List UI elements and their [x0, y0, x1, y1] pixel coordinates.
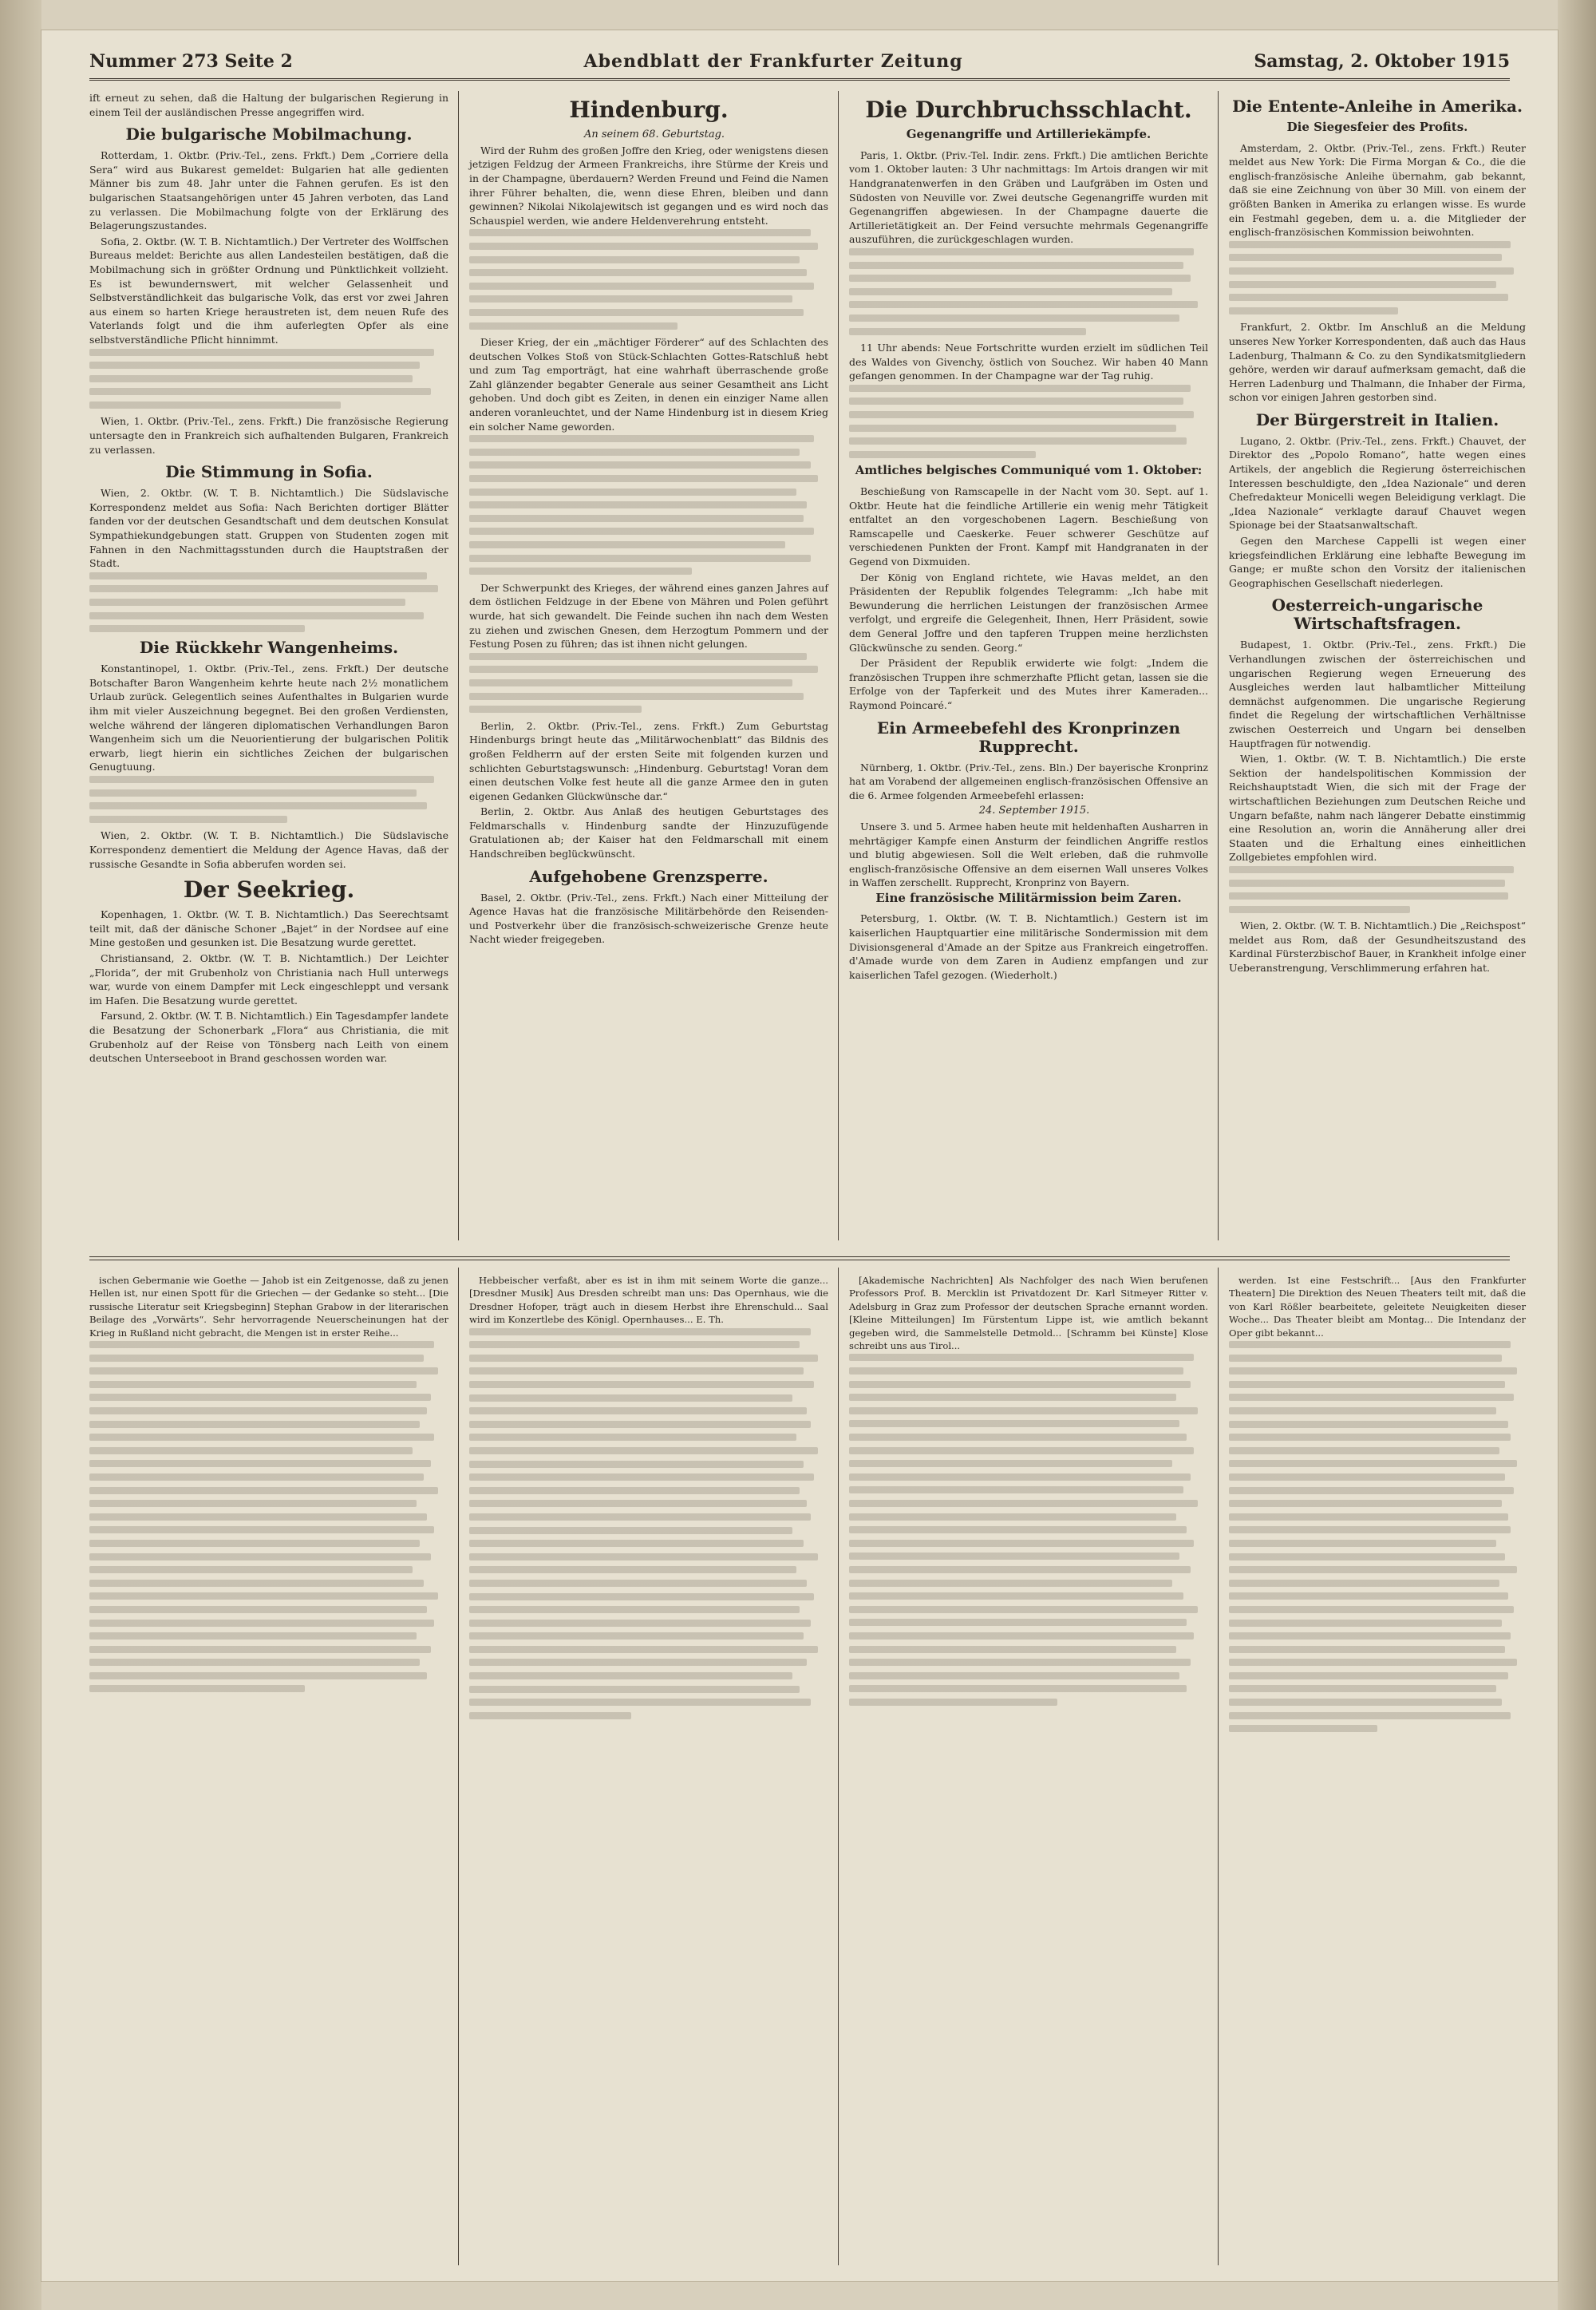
article-text: Wien, 2. Oktbr. (W. T. B. Nichtamtlich.) Die Südslavische Korrespondenz meldet aus Sofia: Nach Berichten dortiger Blätter fanden vor der deutschen Gesandtschaft und dem deutschen Konsulat Sympathiekundgebungen statt. Gruppen von Studenten zogen mit Fahnen in den Nachmittagsstunden durch die Hauptstraßen der Stadt. — [89, 487, 448, 570]
article-text: Rotterdam, 1. Oktbr. (Priv.-Tel., zens. Frkft.) Dem „Corriere della Sera“ wird aus Bukarest gemeldet: Bulgarien hat alle gedienten Männer bis zum 48. Jahr unter die Fahnen gerufen. Es ist den bulgarischen Staatsangehörigen unter 45 Jahren verboten, das Land zu verlassen. Die Mobilmachung folgte von der Erklärung des Belagerungszustandes. — [89, 149, 448, 232]
feuilleton-text: ischen Gebermanie wie Goethe — Jahob ist ein Zeitgenosse, daß zu jenen Hellen ist, nur einen Spott für die Griechen — der Gedanke so steht... [Die russische Literatur seit Kriegsbeginn] Stephan Grabow in der literarischen Beilage des „Vorwärts“. Sehr hervorragende Neuerscheinungen hat der Krieg in Rußland nicht gebracht, die Mengen ist in erster Reihe... — [89, 1275, 448, 1339]
article-text: Wird der Ruhm des großen Joffre den Krieg, oder wenigstens diesen jetzigen Feldzug der Armeen Frankreichs, ihre Stürme der Kreis und in der Champagne, überdauern? Werden Freund und Feind die Namen ihrer Führer behalten, die, wenn diese Ehren, bleiben und dann gewinnen? Nikolai Nikolajewitsch ist gegangen und es wird noch das Schauspiel werden, wie andere Heldenverehrung entsteht. — [469, 144, 828, 227]
article-text: Frankfurt, 2. Oktbr. Im Anschluß an die Meldung unseres New Yorker Korrespondenten, daß auch das Haus Ladenburg, Thalmann & Co. zu den Syndikatsmitgliedern gehöre, werden wir darauf aufmerksam gemacht, daß die Herren Ladenburg und Thalmann, die Inhaber der Firma, schon vor einigen Jahren gestorben sind. — [1229, 321, 1526, 404]
article-text: Budapest, 1. Oktbr. (Priv.-Tel., zens. Frkft.) Die Verhandlungen zwischen der österreichischen und ungarischen Regierung wegen Erneuerung des Ausgleiches werden laut halbamtlicher Mitteilung demnächst aufgenommen. Die ungarische Regierung findet die Regelung der wirtschaftlichen Verhältnisse zwischen Oesterreich und Ungarn bei denselben Hauptfragen für notwendig. — [1229, 639, 1526, 750]
article-text: Berlin, 2. Oktbr. (Priv.-Tel., zens. Frkft.) Zum Geburtstag Hindenburgs bringt heute das „Militärwochenblatt“ das Bildnis des großen Feldherrn auf der ersten Seite mit folgenden kurzen und schlichten Geburtstagswunsch: „Hindenburg. Geburtstag! Voran dem einen deutschen Volke fest heute all die ganze Armee den in guten eigenen Gedanken Glückwünsche dar.“ — [469, 719, 828, 802]
feuilleton-column-4 — [1229, 1274, 1526, 1738]
headline-breakthrough-battle: Die Durchbruchsschlacht. — [865, 97, 1192, 123]
page-binding-edge — [0, 0, 41, 2310]
column-1 — [89, 91, 448, 1067]
feuilleton-column-3 — [849, 1274, 1208, 1711]
article-text: Wien, 1. Oktbr. (W. T. B. Nichtamtlich.) Die erste Sektion der handelspolitischen Kommission der Reichshauptstadt Wien, die sich mit der Frage der wirtschaftlichen Beziehungen zum Deutschen Reiche und Ungarn befaßte, nahm nach längerer Debatte einstimmig eine Resolution an, worin die Annäherung aller drei Staaten und die Erhaltung eines einheitlichen Zollgebietes empfohlen wird. — [1229, 753, 1526, 864]
article-text: Basel, 2. Oktbr. (Priv.-Tel., zens. Frkft.) Nach einer Mitteilung der Agence Havas hat die französische Militärbehörde den Reisenden- und Postverkehr über die französisch-schweizerische Grenze heute Nacht wieder freigegeben. — [469, 891, 828, 946]
headline-naval-war: Der Seekrieg. — [183, 876, 355, 904]
article-text: Wien, 2. Oktbr. (W. T. B. Nichtamtlich.) Die Südslavische Korrespondenz dementiert die Meldung der Agence Havas, daß der russische Gesandte in Sofia abberufen worden sei. — [89, 829, 448, 870]
subheadline: Gegenangriffe und Artilleriekämpfe. — [906, 127, 1152, 142]
page-right-edge — [1558, 0, 1596, 2310]
order-date: 24. September 1915. — [978, 805, 1090, 817]
headline-sofia-mood: Die Stimmung in Sofia. — [165, 462, 373, 482]
issue-date: Samstag, 2. Oktober 1915 — [1254, 51, 1510, 72]
headline-italy-dispute: Der Bürgerstreit in Italien. — [1255, 409, 1499, 429]
headline-wangenheim-return: Die Rückkehr Wangenheims. — [139, 638, 399, 658]
article-text: Nürnberg, 1. Oktbr. (Priv.-Tel., zens. Bln.) Der bayerische Kronprinz hat am Vorabend der allgemeinen englisch-französischen Offensive an die 6. Armee folgenden Armeebefehl erlassen: — [849, 761, 1208, 801]
subheadline: Die Siegesfeier des Profits. — [1286, 120, 1468, 134]
headline-austro-hungarian-economy: Oesterreich-ungarische Wirtschaftsfragen. — [1271, 595, 1483, 634]
article-text: Dieser Krieg, der ein „mächtiger Förderer“ auf des Schlachten des deutschen Volkes Stoß von Stück-Schlachten Gottes-Ratschluß hebt und zum Tag emporträgt, hat eine wahrhaft überraschende große Zahl glänzender begabter Generale aus seiner Gesamtheit ans Licht gehoben. Und doch gibt es Zeiten, in denen ein einziger Name allen anderen voranleuchtet, und der Name Hindenburg ist in diesem Krieg ein solcher Name geworden. — [469, 336, 828, 433]
feuilleton-text: [Akademische Nachrichten] Als Nachfolger des nach Wien berufenen Professors Prof. B. Mercklin ist Privatdozent Dr. Karl Sitmeyer Ritter v. Adelsburg in Graz zum Professor der deutschen Sprache ernannt worden. [Kleine Mitteilungen] Im Fürstentum Lippe ist, wie amtlich bekannt gegeben wird, die Sammelstelle Detmold... [Schramm bei Künste] Klose schreibt uns aus Tirol... — [849, 1275, 1208, 1352]
article-text: Beschießung von Ramscapelle in der Nacht vom 30. Sept. auf 1. Oktbr. Heute hat die feindliche Artillerie ein wenig mehr Tätigkeit entfaltet an den vorgeschobenen Lagern. Beschießung von Ramscapelle und Caeskerke. Feuer schwerer Geschütze auf verschiedenen Punkten der Front. Kampf mit Handgranaten in der Gegend von Dixmuiden. — [849, 485, 1208, 568]
newspaper-title: Abendblatt der Frankfurter Zeitung — [583, 51, 963, 72]
article-text: Christiansand, 2. Oktbr. (W. T. B. Nichtamtlich.) Der Leichter „Florida“, der mit Grubenholz von Christiania nach Hull unterwegs war, wurde von einem Dampfer mit Leck eingeschleppt und versank im Hafen. Die Besatzung wurde gerettet. — [89, 952, 448, 1007]
masthead — [89, 45, 1510, 81]
subheadline-belgian-communique: Amtliches belgisches Communiqué vom 1. Oktober: — [855, 463, 1203, 478]
article-text: Der Schwerpunkt des Krieges, der während eines ganzen Jahres auf dem östlichen Feldzuge in der Ebene von Mähren und Polen geführt wurde, hat sich gewandelt. Die Feinde suchen ihn nach dem Westen zu ziehen und zwischen Gnesen, dem Herzogtum Pommern und der Festung Posen zu führen; das ist ihnen nicht gelungen. — [469, 581, 828, 651]
article-text: 11 Uhr abends: Neue Fortschritte wurden erzielt im südlichen Teil des Waldes von Givenchy, östlich von Souchez. Wir haben 40 Mann gefangen genommen. In der Champagne war der Tag ruhig. — [849, 342, 1208, 382]
article-text: Kopenhagen, 1. Oktbr. (W. T. B. Nichtamtlich.) Das Seerechtsamt teilt mit, daß der dänische Schoner „Bajet“ in der Nordsee auf eine Mine gestoßen und gesunken ist. Die Besatzung wurde gerettet. — [89, 908, 448, 949]
headline-bulgarian-mobilization: Die bulgarische Mobilmachung. — [125, 125, 413, 144]
feuilleton-separator — [89, 1256, 1510, 1260]
article-text: Der König von England richtete, wie Havas meldet, an den Präsidenten der Republik folgendes Telegramm: „Ich habe mit Bewunderung die herrlichen Leistungen der französischen Armee verfolgt, und ergreife die Gelegenheit, Ihnen, Herr Präsident, sowie dem General Joffre und den tapferen Truppen meine herzlichsten Glückwünsche zu senden. Georg.“ — [849, 571, 1208, 654]
headline-army-order: Ein Armeebefehl des Kronprinzen Rupprecht. — [876, 718, 1181, 756]
column-4 — [1229, 91, 1526, 977]
feuilleton-column-1 — [89, 1274, 448, 1699]
article-text: Gegen den Marchese Cappelli ist wegen einer kriegsfeindlichen Erklärung eine lebhafte Bewegung im Gange; er mußte schon den Vorsitz der italienischen Geographischen Gesellschaft niederlegen. — [1229, 535, 1526, 589]
issue-number: Nummer 273 Seite 2 — [89, 51, 293, 72]
newspaper-page — [41, 30, 1558, 2281]
article-text: Paris, 1. Oktbr. (Priv.-Tel. Indir. zens. Frkft.) Die amtlichen Berichte vom 1. Oktober lauten: 3 Uhr nachmittags: Im Artois drangen wir mit Handgranatenwerfen in den Gräben und Laufgräben im Osten und Südosten von Neuville vor. Zwei deutsche Gegenangriffe wurden mit Gegenangriffen abgewiesen. In der Champagne dauerte die Artillerietätigkeit an. Der Feind versuchte mehrmals Gegenangriffe auszuführen, die zurückgeschlagen wurden. — [849, 148, 1208, 246]
headline-entente-loan: Die Entente-Anleihe in Amerika. — [1232, 97, 1523, 116]
article-text: Sofia, 2. Oktbr. (W. T. B. Nichtamtlich.) Der Vertreter des Wolffschen Bureaus meldet: Berichte aus allen Landesteilen bestätigen, daß die Mobilmachung sich in größter Ordnung und Pünktlichkeit vollzieht. Es ist bewundernswert, mit welcher Gelassenheit und Selbstverständlichkeit das bulgarische Volk, das erst vor zwei Jahren aus einem so harten Kriege heraustreten ist, dem neuen Rufe des Vaterlands folgt und die ihm auferlegten Opfer als eine selbstverständliche Pflicht hinnimmt. — [89, 235, 448, 346]
feuilleton-text: werden. Ist eine Festschrift... [Aus den Frankfurter Theatern] Die Direktion des Neuen Theaters teilt mit, daß die von Karl Rößler bearbeitete, geleitete Neuigkeiten dieser Woche... Das Theater bleibt am Montag... Die Intendanz der Oper gibt bekannt... — [1229, 1275, 1526, 1339]
article-text: Farsund, 2. Oktbr. (W. T. B. Nichtamtlich.) Ein Tagesdampfer landete die Besatzung der Schonerbark „Flora“ aus Christiania, die mit Grubenholz auf der Reise von Tönsberg nach Leith von einem deutschen Unterseeboot in Brand geschossen worden war. — [89, 1010, 448, 1065]
dateline: An seinem 68. Geburtstag. — [583, 129, 725, 141]
headline-border-lifted: Aufgehobene Grenzsperre. — [529, 866, 768, 886]
headline-military-mission: Eine französische Militärmission beim Zaren. — [875, 890, 1182, 905]
article-text: Berlin, 2. Oktbr. Aus Anlaß des heutigen Geburtstages des Feldmarschalls v. Hindenburg sandte der Hinzuzufügende Gratulationen ab; der Kaiser hat den Feldmarschall mit einem Handschreiben beglückwünscht. — [469, 805, 828, 860]
column-2 — [469, 91, 828, 948]
article-text: Unsere 3. und 5. Armee haben heute mit heldenhaften Ausharren in mehrtägiger Kampfe einen Ansturm der feindlichen Angriffe restlos und blutig abgewiesen. Soll die Welt erleben, daß die ruhmvolle englisch-französische Offensive an dem eisernen Wall unseres Volkes in Waffen zerschellt. Rupprecht, Kronprinz von Bayern. — [849, 820, 1208, 889]
column-3 — [849, 91, 1208, 983]
article-text: Lugano, 2. Oktbr. (Priv.-Tel., zens. Frkft.) Chauvet, der Direktor des „Popolo Romano“, hatte wegen eines Artikels, der angeblich die Regierung österreichischen Interessen beschuldigte, den „Idea Nazionale“ und deren Chefredakteur Monicelli wegen Beleidigung verklagt. Die „Idea Nazionale“ verklagte darauf Chauvet wegen Spionage bei der Staatsanwaltschaft. — [1229, 434, 1526, 532]
headline-hindenburg: Hindenburg. — [569, 97, 729, 123]
feuilleton-text: Hebbeischer verfaßt, aber es ist in ihm mit seinem Worte die ganze... [Dresdner Musik] Aus Dresden schreibt man uns: Das Opernhaus, wie die Dresdner Hofoper, trägt auch in diesem Herbst ihre Ehrenschuld... Saal wird im Konzertlebe des Königl. Opernhauses... E. Th. — [469, 1275, 828, 1326]
article-text: Wien, 1. Oktbr. (Priv.-Tel., zens. Frkft.) Die französische Regierung untersagte den in Frankreich sich aufhaltenden Bulgaren, Frankreich zu verlassen. — [89, 415, 448, 456]
article-text: Der Präsident der Republik erwiderte wie folgt: „Indem die französischen Truppen ihre schmerzhafte Pflicht getan, lassen sie die Erfolge von der Tapferkeit und des Mutes ihrer Kameraden... Raymond Poincaré.“ — [849, 657, 1208, 711]
intro-text: ift erneut zu sehen, daß die Haltung der bulgarischen Regierung in einem Teil der ausländischen Presse angegriffen wird. — [89, 92, 448, 118]
article-text: Petersburg, 1. Oktbr. (W. T. B. Nichtamtlich.) Gestern ist im kaiserlichen Hauptquartier eine militärische Sondermission mit dem Divisionsgeneral d'Amade an der Spitze aus Frankreich eingetroffen. d'Amade wurde von dem Zaren in Audienz empfangen und zur kaiserlichen Tafel gezogen. (Wiederholt.) — [849, 912, 1208, 981]
article-text: Amsterdam, 2. Oktbr. (Priv.-Tel., zens. Frkft.) Reuter meldet aus New York: Die Firma Morgan & Co., die die englisch-französische Anleihe übernahm, gab bekannt, daß sie eine Zeichnung von über 30 Mill. von einem der größten Banken in Amerika zu erlangen wisse. Es wurde ein Festmahl gegeben, dem u. a. die Mitglieder der englisch-französischen Kommission beiwohnten. — [1229, 141, 1526, 239]
article-text: Wien, 2. Oktbr. (W. T. B. Nichtamtlich.) Die „Reichspost“ meldet aus Rom, daß der Gesundheitszustand des Kardinal Fürsterzbischof Bauer, in Krankheit infolge einer Ueberanstrengung, Verschlimmerung erfahren hat. — [1229, 920, 1526, 975]
article-text: Konstantinopel, 1. Oktbr. (Priv.-Tel., zens. Frkft.) Der deutsche Botschafter Baron Wangenheim kehrte heute nach 2½ monatlichem Urlaub zurück. Gelegentlich seines Aufenthaltes in Bulgarien wurde ihm mit vieler Auszeichnung begegnet. Bei den großen Verdiensten, welche während der längeren diplomatischen Verhandlungen Baron Wangenheim sich um die Neuorientierung der bulgarischen Politik erwarb, liegt hierin ein sichtliches Zeichen der bulgarischen Genugtuung. — [89, 663, 448, 773]
feuilleton-column-2 — [469, 1274, 828, 1725]
